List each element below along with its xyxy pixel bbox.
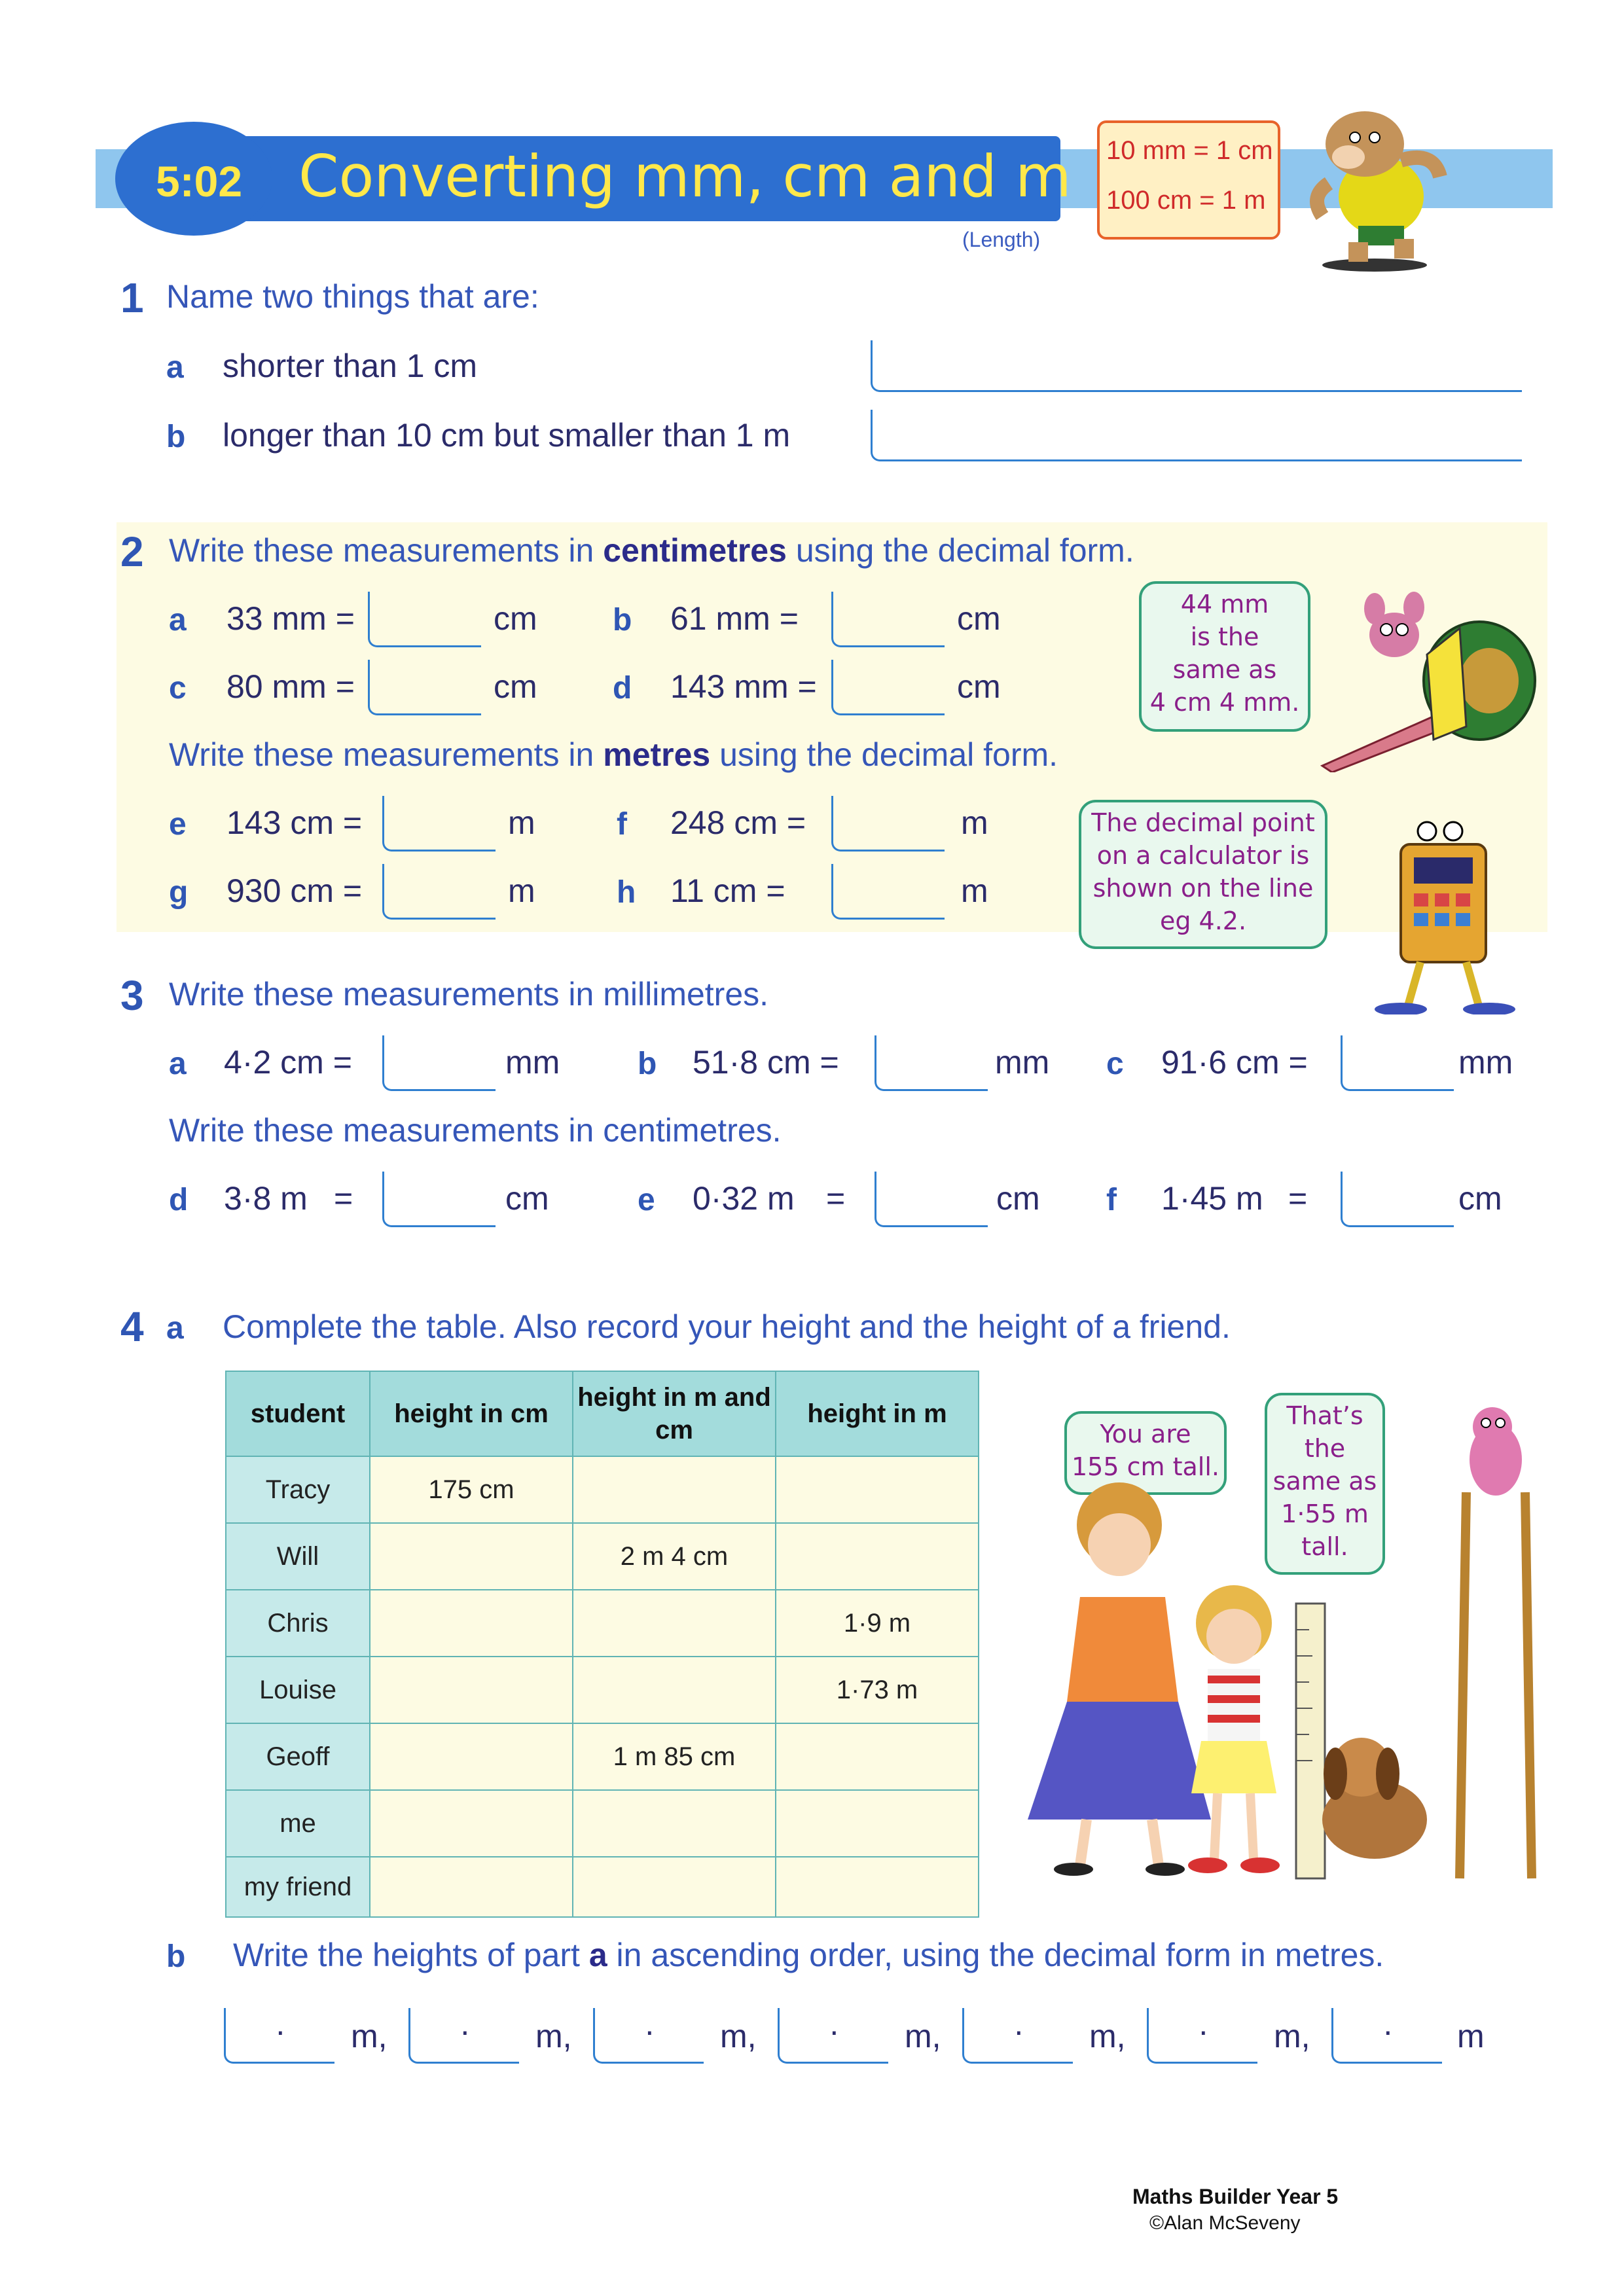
height-m-cm-cell[interactable] — [573, 1857, 776, 1917]
q3c-unit: mm — [1458, 1044, 1513, 1081]
q2d-text: 143 mm = — [670, 668, 817, 705]
q4b-prompt: Write the heights of part a in ascending order, using the decimal form in metres. — [233, 1937, 1384, 1973]
q2a-answer-box[interactable] — [368, 592, 481, 647]
q2h-text: 11 cm = — [670, 872, 785, 909]
lesson-number: 5:02 — [156, 157, 243, 206]
height-table — [225, 1371, 979, 1918]
q2b-letter: b — [613, 603, 632, 637]
decimal-point: · — [644, 2013, 655, 2049]
q2e-unit: m — [508, 804, 535, 841]
table-header-row — [226, 1371, 979, 1456]
answer-unit: m, — [1089, 2018, 1126, 2054]
q2b-answer-box[interactable] — [831, 592, 945, 647]
student-name: Tracy — [226, 1456, 370, 1523]
q2h-letter: h — [617, 875, 636, 910]
q3b-text: 51·8 cm = — [693, 1044, 839, 1081]
height-m-cell[interactable]: 1·73 m — [776, 1657, 979, 1723]
q3f-equals: = — [1288, 1180, 1308, 1217]
height-cm-cell[interactable] — [370, 1657, 573, 1723]
student-name: me — [226, 1790, 370, 1857]
q3c-text: 91·6 cm = — [1161, 1044, 1308, 1081]
student-name: my friend — [226, 1857, 370, 1917]
q3e-letter: e — [638, 1183, 655, 1217]
q3d-letter: d — [169, 1183, 189, 1217]
q2a-text: 33 mm = — [226, 600, 355, 637]
bubble-same-line: 1·55 m — [1281, 1499, 1369, 1528]
answer-unit: m, — [720, 2018, 757, 2054]
decimal-point: · — [460, 2013, 471, 2049]
measuring-height-illustration — [1008, 1401, 1584, 1885]
height-m-cell[interactable] — [776, 1723, 979, 1790]
bubble-same-line: tall. — [1301, 1532, 1348, 1561]
decimal-point: · — [1382, 2013, 1394, 2049]
q3a-unit: mm — [505, 1044, 560, 1081]
q2f-letter: f — [617, 807, 627, 842]
q2b-unit: cm — [957, 600, 1001, 637]
student-name: Geoff — [226, 1723, 370, 1790]
q1b-text: longer than 10 cm but smaller than 1 m — [223, 417, 791, 454]
answer-unit: m, — [535, 2018, 572, 2054]
q3-prompt: Write these measurements in millimetres. — [169, 976, 769, 1013]
table-row — [226, 1590, 979, 1657]
column-header: student — [226, 1371, 370, 1456]
column-header: height in m — [776, 1371, 979, 1456]
q1a-letter: a — [166, 350, 184, 385]
footer-book-title: Maths Builder Year 5 — [1132, 2185, 1339, 2208]
table-row — [226, 1523, 979, 1590]
q1b-letter: b — [166, 420, 186, 454]
q3c-answer-box[interactable] — [1341, 1035, 1454, 1091]
q2g-unit: m — [508, 872, 535, 909]
fact-mm-cm: 10 mm = 1 cm — [1106, 136, 1273, 165]
column-header: height in cm — [370, 1371, 573, 1456]
height-m-cell[interactable] — [776, 1857, 979, 1917]
q2f-answer-box[interactable] — [831, 796, 945, 852]
rat-tape-measure-illustration — [1309, 589, 1545, 772]
q3d-unit: cm — [505, 1180, 549, 1217]
decimal-point: · — [1198, 2013, 1209, 2049]
student-name: Louise — [226, 1657, 370, 1723]
q2e-text: 143 cm = — [226, 804, 363, 841]
q2e-letter: e — [169, 807, 187, 842]
question-number-1: 1 — [120, 274, 144, 321]
page-subtitle: (Length) — [962, 228, 1041, 251]
q3f-answer-box[interactable] — [1341, 1172, 1454, 1227]
q3f-unit: cm — [1458, 1180, 1502, 1217]
q3b-unit: mm — [995, 1044, 1050, 1081]
bubble-mm-line: 4 cm 4 mm. — [1149, 688, 1300, 717]
q1a-text: shorter than 1 cm — [223, 348, 478, 384]
q3e-text: 0·32 m — [693, 1180, 795, 1217]
q3-prompt-centimetres: Write these measurements in centimetres. — [169, 1112, 782, 1149]
q3b-letter: b — [638, 1047, 657, 1081]
bubble-calc-line: on a calculator is — [1096, 841, 1310, 870]
q2e-answer-box[interactable] — [382, 796, 496, 852]
height-cm-cell[interactable] — [370, 1590, 573, 1657]
answer-unit: m, — [351, 2018, 388, 2054]
q3a-text: 4·2 cm = — [224, 1044, 352, 1081]
bubble-calc-line: shown on the line — [1092, 874, 1314, 903]
page-title: Converting mm, cm and m — [298, 143, 1072, 210]
q3d-answer-box[interactable] — [382, 1172, 496, 1227]
q2f-unit: m — [961, 804, 988, 841]
table-row — [226, 1456, 979, 1523]
bubble-same-line: the — [1304, 1434, 1346, 1463]
q3e-equals: = — [826, 1180, 846, 1217]
speech-bubble-calculator — [1079, 800, 1327, 949]
decimal-point: · — [275, 2013, 286, 2049]
decimal-point: · — [829, 2013, 840, 2049]
bubble-height-line: 155 cm tall. — [1072, 1452, 1219, 1481]
fact-cm-m: 100 cm = 1 m — [1106, 186, 1266, 215]
q3d-equals: = — [334, 1180, 353, 1217]
height-m-cell[interactable] — [776, 1523, 979, 1590]
q2c-text: 80 mm = — [226, 668, 355, 705]
q2a-letter: a — [169, 603, 187, 637]
height-m-cell[interactable] — [776, 1790, 979, 1857]
table-row — [226, 1790, 979, 1857]
answer-unit: m, — [1274, 2018, 1310, 2054]
footer-copyright: ©Alan McSeveny — [1149, 2212, 1301, 2234]
question-number-2: 2 — [120, 528, 144, 575]
q4a-letter: a — [166, 1311, 184, 1346]
q4a-prompt: Complete the table. Also record your height and the height of a friend. — [223, 1308, 1231, 1345]
q3a-letter: a — [169, 1047, 187, 1081]
bulldog-illustration — [1303, 98, 1453, 275]
q1a-answer-line[interactable] — [871, 340, 1522, 392]
q4b-letter: b — [166, 1939, 186, 1974]
q2g-text: 930 cm = — [226, 872, 363, 909]
height-m-cell[interactable] — [776, 1456, 979, 1523]
table-row — [226, 1857, 979, 1917]
q2a-unit: cm — [494, 600, 537, 637]
q3e-answer-box[interactable] — [875, 1172, 988, 1227]
height-cm-cell[interactable] — [370, 1857, 573, 1917]
height-m-cm-cell[interactable]: 2 m 4 cm — [573, 1523, 776, 1590]
q2-prompt: Write these measurements in centimetres using the decimal form. — [169, 532, 1134, 569]
height-m-cell[interactable]: 1·9 m — [776, 1590, 979, 1657]
table-row — [226, 1723, 979, 1790]
bubble-calc-line: eg 4.2. — [1159, 906, 1247, 935]
student-name: Chris — [226, 1590, 370, 1657]
q3a-answer-box[interactable] — [382, 1035, 496, 1091]
q2d-answer-box[interactable] — [831, 660, 945, 715]
q2c-answer-box[interactable] — [368, 660, 481, 715]
height-cm-cell[interactable]: 175 cm — [370, 1456, 573, 1523]
bubble-mm-line: is the — [1190, 622, 1259, 651]
table-row — [226, 1657, 979, 1723]
height-m-cm-cell[interactable]: 1 m 85 cm — [573, 1723, 776, 1790]
q2g-answer-box[interactable] — [382, 864, 496, 920]
bubble-mm-line: same as — [1172, 655, 1277, 684]
bubble-mm-line: 44 mm — [1180, 590, 1269, 619]
q3b-answer-box[interactable] — [875, 1035, 988, 1091]
height-m-cm-cell[interactable] — [573, 1590, 776, 1657]
q3c-letter: c — [1106, 1047, 1124, 1081]
height-m-cm-cell[interactable] — [573, 1456, 776, 1523]
q2b-text: 61 mm = — [670, 600, 799, 637]
bubble-same-line: same as — [1272, 1467, 1377, 1496]
q2d-letter: d — [613, 671, 632, 706]
answer-unit: m — [1457, 2018, 1485, 2054]
q1b-answer-line[interactable] — [871, 410, 1522, 461]
answer-unit: m, — [905, 2018, 941, 2054]
height-cm-cell[interactable] — [370, 1790, 573, 1857]
column-header: height in m and cm — [573, 1371, 776, 1456]
calculator-character-illustration — [1348, 818, 1545, 1014]
question-number-4: 4 — [120, 1303, 144, 1350]
decimal-point: · — [1013, 2013, 1024, 2049]
q2c-letter: c — [169, 671, 187, 706]
q2-prompt-metres: Write these measurements in metres using the decimal form. — [169, 736, 1058, 773]
bubble-calc-line: The decimal point — [1091, 808, 1315, 837]
q3f-letter: f — [1106, 1183, 1117, 1217]
q3e-unit: cm — [996, 1180, 1040, 1217]
q2d-unit: cm — [957, 668, 1001, 705]
student-name: Will — [226, 1523, 370, 1590]
question-number-3: 3 — [120, 972, 144, 1019]
q3f-text: 1·45 m — [1161, 1180, 1263, 1217]
q1-prompt: Name two things that are: — [166, 278, 539, 315]
height-m-cm-cell[interactable] — [573, 1790, 776, 1857]
height-m-cm-cell[interactable] — [573, 1657, 776, 1723]
height-cm-cell[interactable] — [370, 1723, 573, 1790]
bubble-height-line: You are — [1100, 1420, 1191, 1448]
height-cm-cell[interactable] — [370, 1523, 573, 1590]
q3d-text: 3·8 m — [224, 1180, 308, 1217]
speech-bubble-mm — [1139, 581, 1310, 732]
bubble-same-line: That’s — [1286, 1401, 1363, 1430]
q2f-text: 248 cm = — [670, 804, 806, 841]
q2g-letter: g — [169, 875, 189, 910]
q2c-unit: cm — [494, 668, 537, 705]
q2h-unit: m — [961, 872, 988, 909]
q2h-answer-box[interactable] — [831, 864, 945, 920]
